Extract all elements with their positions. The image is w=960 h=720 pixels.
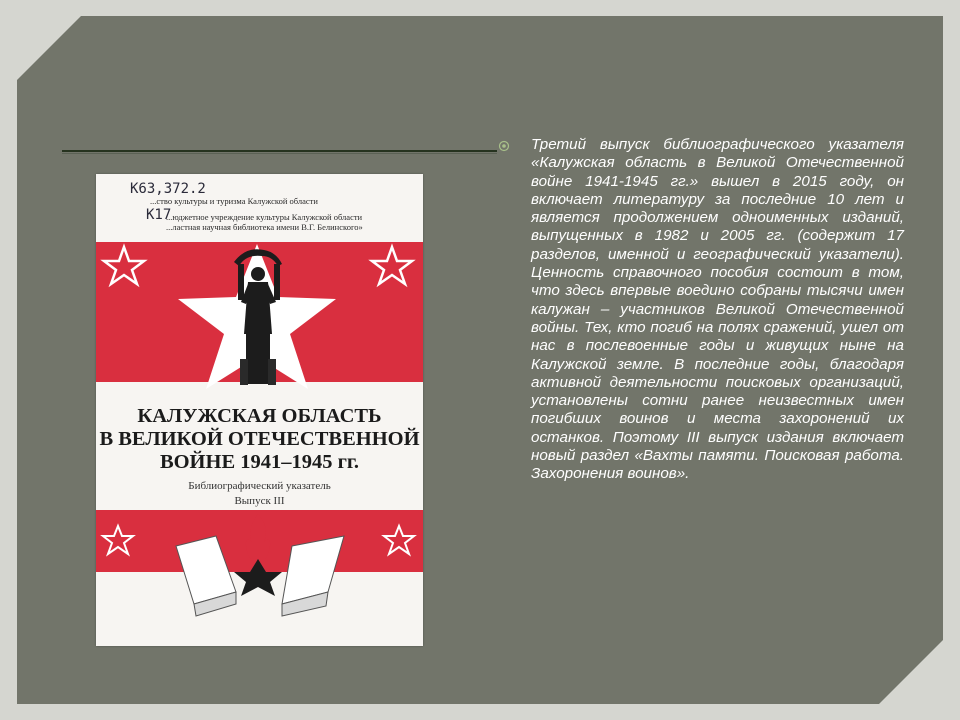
divider-line-shadow: [62, 153, 497, 154]
book-title-line-2: В ВЕЛИКОЙ ОТЕЧЕСТВЕННОЙ: [99, 428, 420, 450]
book-title-line-3: ВОЙНЕ 1941–1945 гг.: [159, 451, 360, 473]
publisher-line-2: ...юджетное учреждение культуры Калужской области: [166, 212, 363, 222]
library-stamp-letter: К17: [146, 207, 172, 223]
library-stamp-code: К63,372.2: [130, 181, 206, 197]
book-subtitle-1: Библиографический указатель: [188, 480, 331, 492]
book-title-line-1: КАЛУЖСКАЯ ОБЛАСТЬ: [137, 405, 382, 427]
description-text: Третий выпуск библиографического указателя «Калужская область в Великой Отечественной войне 1941-1945 гг.» вышел в 2015 году, он включает литературу за последние 10 лет и является продолжением одноименных изданий, выпущенных в 1982 и 2005 гг. (содержит 17 разделов, именной и географический указатели). Ценность справочного пособия состоит в том, что здесь впервые воедино собраны тысячи имен калужан – участников Великой Отечественной войны. Тех, кто погиб на полях сражений, ушел от нас в послевоенные годы и живущих ныне на Калужской земле. В последние годы, благодаря активной деятельности поисковых организаций, установлены сотни ранее неизвестных имен погибших воинов и места захоронений их останков. Поэтому III выпуск издания включает новый раздел «Вахты памяти. Поисковая работа. Захоронения воинов».: [531, 136, 904, 483]
divider-line: [62, 150, 497, 152]
bullet-icon: [498, 140, 510, 152]
publisher-line-3: ...ластная научная библиотека имени В.Г. Белинского»: [166, 222, 363, 232]
publisher-line-1: ...ство культуры и туризма Калужской области: [150, 196, 318, 206]
book-subtitle-2: Выпуск III: [234, 495, 285, 507]
book-title: [96, 405, 423, 474]
